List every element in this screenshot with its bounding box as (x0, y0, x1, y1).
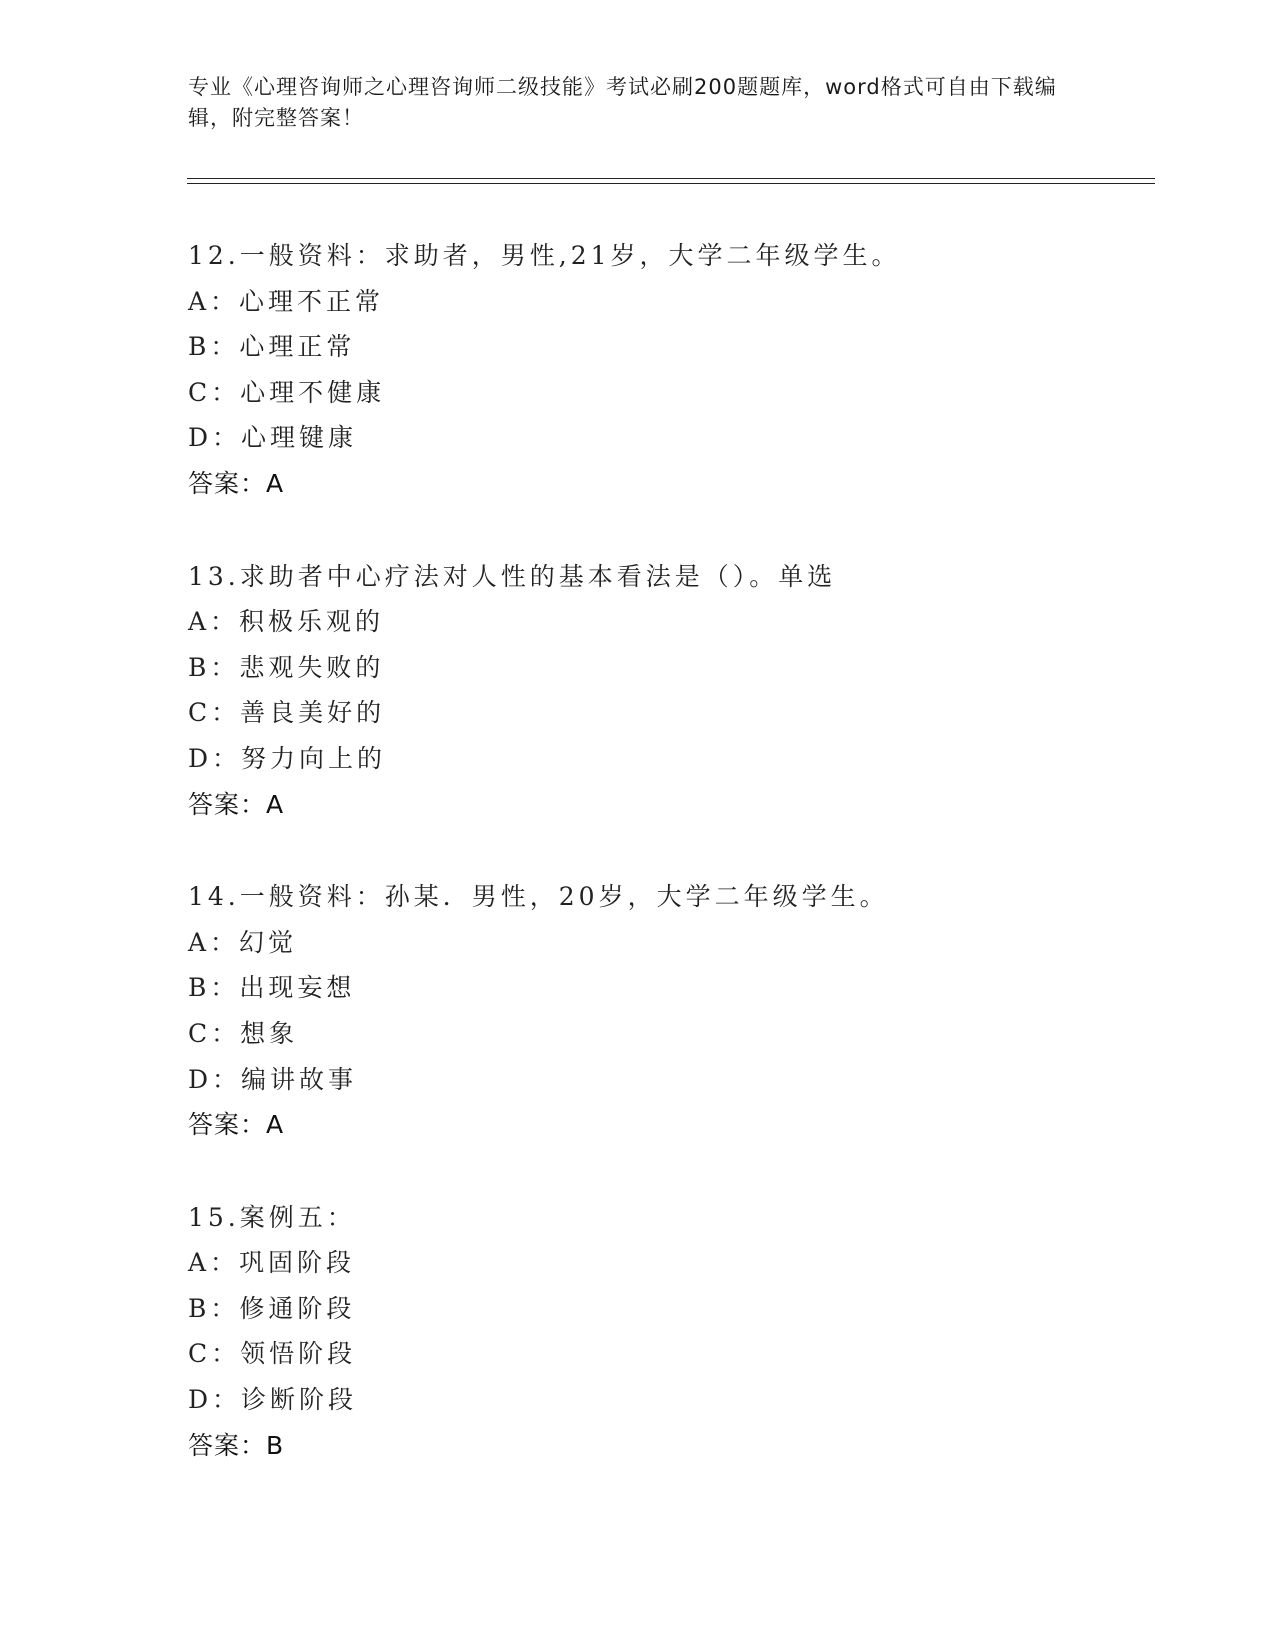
option-c: C：善良美好的 (188, 698, 386, 728)
option-c: C：想象 (188, 1018, 299, 1048)
header-rule-bottom (187, 183, 1155, 184)
option-a: A：心理不正常 (188, 286, 385, 316)
question-12 (188, 233, 1148, 507)
question-14 (188, 874, 1148, 1148)
header-rule-top (187, 178, 1155, 179)
option-a: A：幻觉 (188, 927, 298, 957)
option-d: D：编讲故事 (188, 1064, 358, 1094)
question-stem: 15.案例五： (188, 1202, 356, 1232)
option-b: B：修通阶段 (188, 1293, 356, 1323)
option-d: D：诊断阶段 (188, 1385, 358, 1415)
question-stem: 13.求助者中心疗法对人性的基本看法是（）。单选 (188, 561, 837, 591)
question-stem: 14.一般资料：孙某．男性，20岁，大学二年级学生。 (188, 882, 889, 912)
answer: 答案：A (188, 789, 285, 819)
option-b: B：出现妄想 (188, 973, 356, 1003)
question-stem: 12.一般资料：求助者，男性,21岁，大学二年级学生。 (188, 241, 901, 270)
option-d: D：心理键康 (188, 423, 358, 453)
question-13 (188, 554, 1148, 828)
option-a: A：巩固阶段 (188, 1248, 356, 1278)
option-c: C：领悟阶段 (188, 1339, 357, 1369)
option-d: D：努力向上的 (188, 743, 387, 773)
document-header: 专业《心理咨询师之心理咨询师二级技能》考试必刷200题题库，word格式可自由下载编辑，附完整答案！ (188, 75, 1057, 130)
answer: 答案：A (188, 1110, 285, 1140)
answer: 答案：B (188, 1430, 285, 1460)
option-b: B：心理正常 (188, 332, 356, 362)
answer: 答案：A (188, 468, 285, 498)
option-a: A：积极乐观的 (188, 607, 385, 637)
question-list (188, 233, 1148, 1515)
question-15 (188, 1195, 1148, 1469)
option-c: C：心理不健康 (188, 377, 386, 407)
option-b: B：悲观失败的 (188, 652, 385, 682)
